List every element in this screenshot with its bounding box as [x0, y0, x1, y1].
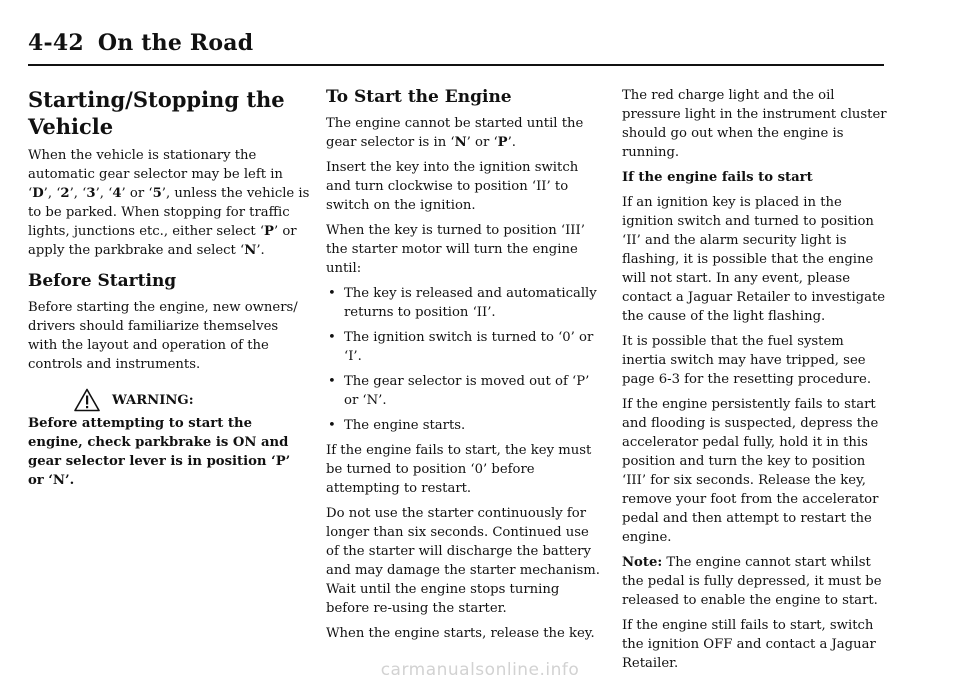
section-heading: Starting/Stopping the Vehicle	[28, 87, 285, 139]
paragraph: The engine cannot be started until the gear selector is in ‘N’ or ‘P’.	[326, 116, 584, 150]
paragraph: When the engine starts, release the key.	[326, 626, 595, 641]
watermark: carmanualsonline.info	[380, 660, 580, 680]
column-1	[28, 86, 310, 496]
section-title: On the Road	[97, 30, 254, 56]
paragraph: The red charge light and the oil pressure light in the instrument cluster should go out when the engine is running.	[622, 88, 887, 160]
warning-title: WARNING:	[112, 392, 194, 408]
paragraph: If an ignition key is placed in the ignition switch and turned to position ‘II’ and the alarm security light is flashing, it is possible that the engine will not start. In any event, please contact a Jaguar Retailer to investigate the cause of the light flashing.	[622, 195, 886, 324]
header-rule	[28, 64, 884, 66]
page-number: 4-42	[28, 30, 84, 56]
note: Note: The engine cannot start whilst the pedal is fully depressed, it must be released to enable the engine to start.	[622, 555, 882, 608]
column-3	[622, 86, 888, 679]
warning-text: Before attempting to start the engine, check parkbrake is ON and gear selector lever is in position ‘P’ or ‘N’.	[28, 416, 291, 488]
list-item: • The engine starts.	[328, 418, 466, 433]
paragraph: If the engine persistently fails to start and flooding is suspected, depress the accelerator pedal fully, hold it in this position and turn the key to position ‘III’ for six seconds. Release the key, remove your foot from the accelerator pedal and then attempt to restart the engine.	[622, 397, 879, 545]
list-item: • The key is released and automatically returns to position ‘II’.	[328, 286, 597, 320]
paragraph: When the vehicle is stationary the automatic gear selector may be left in ‘D’, ‘2’, ‘3’, ‘4’ or ‘5’, unless the vehicle is to be parked. When stopping for traffic lights, junctions etc., either select ‘P’ or apply the parkbrake and select ‘N’.	[28, 148, 310, 258]
paragraph: It is possible that the fuel system inertia switch may have tripped, see page 6-3 for the resetting procedure.	[622, 334, 872, 387]
paragraph: Do not use the starter continuously for longer than six seconds. Continued use of the starter will discharge the battery and may damage the starter mechanism. Wait until the engine stops turning before re-using the starter.	[326, 506, 600, 616]
warning-triangle-icon	[74, 388, 100, 412]
column-2	[326, 86, 600, 649]
paragraph: If the engine still fails to start, switch the ignition OFF and contact a Jaguar Retailer.	[622, 618, 876, 671]
paragraph: Before starting the engine, new owners/ drivers should familiarize themselves with the layout and operation of the controls and instruments.	[28, 300, 298, 372]
paragraph: If the engine fails to start, the key must be turned to position ‘0’ before attempting to restart.	[326, 443, 592, 496]
subheading-before-starting: Before Starting	[28, 271, 177, 291]
subheading-start-engine: To Start the Engine	[326, 87, 512, 107]
list-item: • The ignition switch is turned to ‘0’ or ‘I’.	[328, 330, 594, 364]
note-label: Note:	[622, 555, 663, 570]
list-item: • The gear selector is moved out of ‘P’ or ‘N’.	[328, 374, 590, 408]
warning-header	[28, 388, 310, 412]
page-header	[28, 30, 253, 56]
paragraph: When the key is turned to position ‘III’ the starter motor will turn the engine until:	[326, 223, 585, 276]
paragraph: Insert the key into the ignition switch and turn clockwise to position ‘II’ to switch on the ignition.	[326, 160, 579, 213]
subheading-fails-to-start: If the engine fails to start	[622, 170, 813, 185]
